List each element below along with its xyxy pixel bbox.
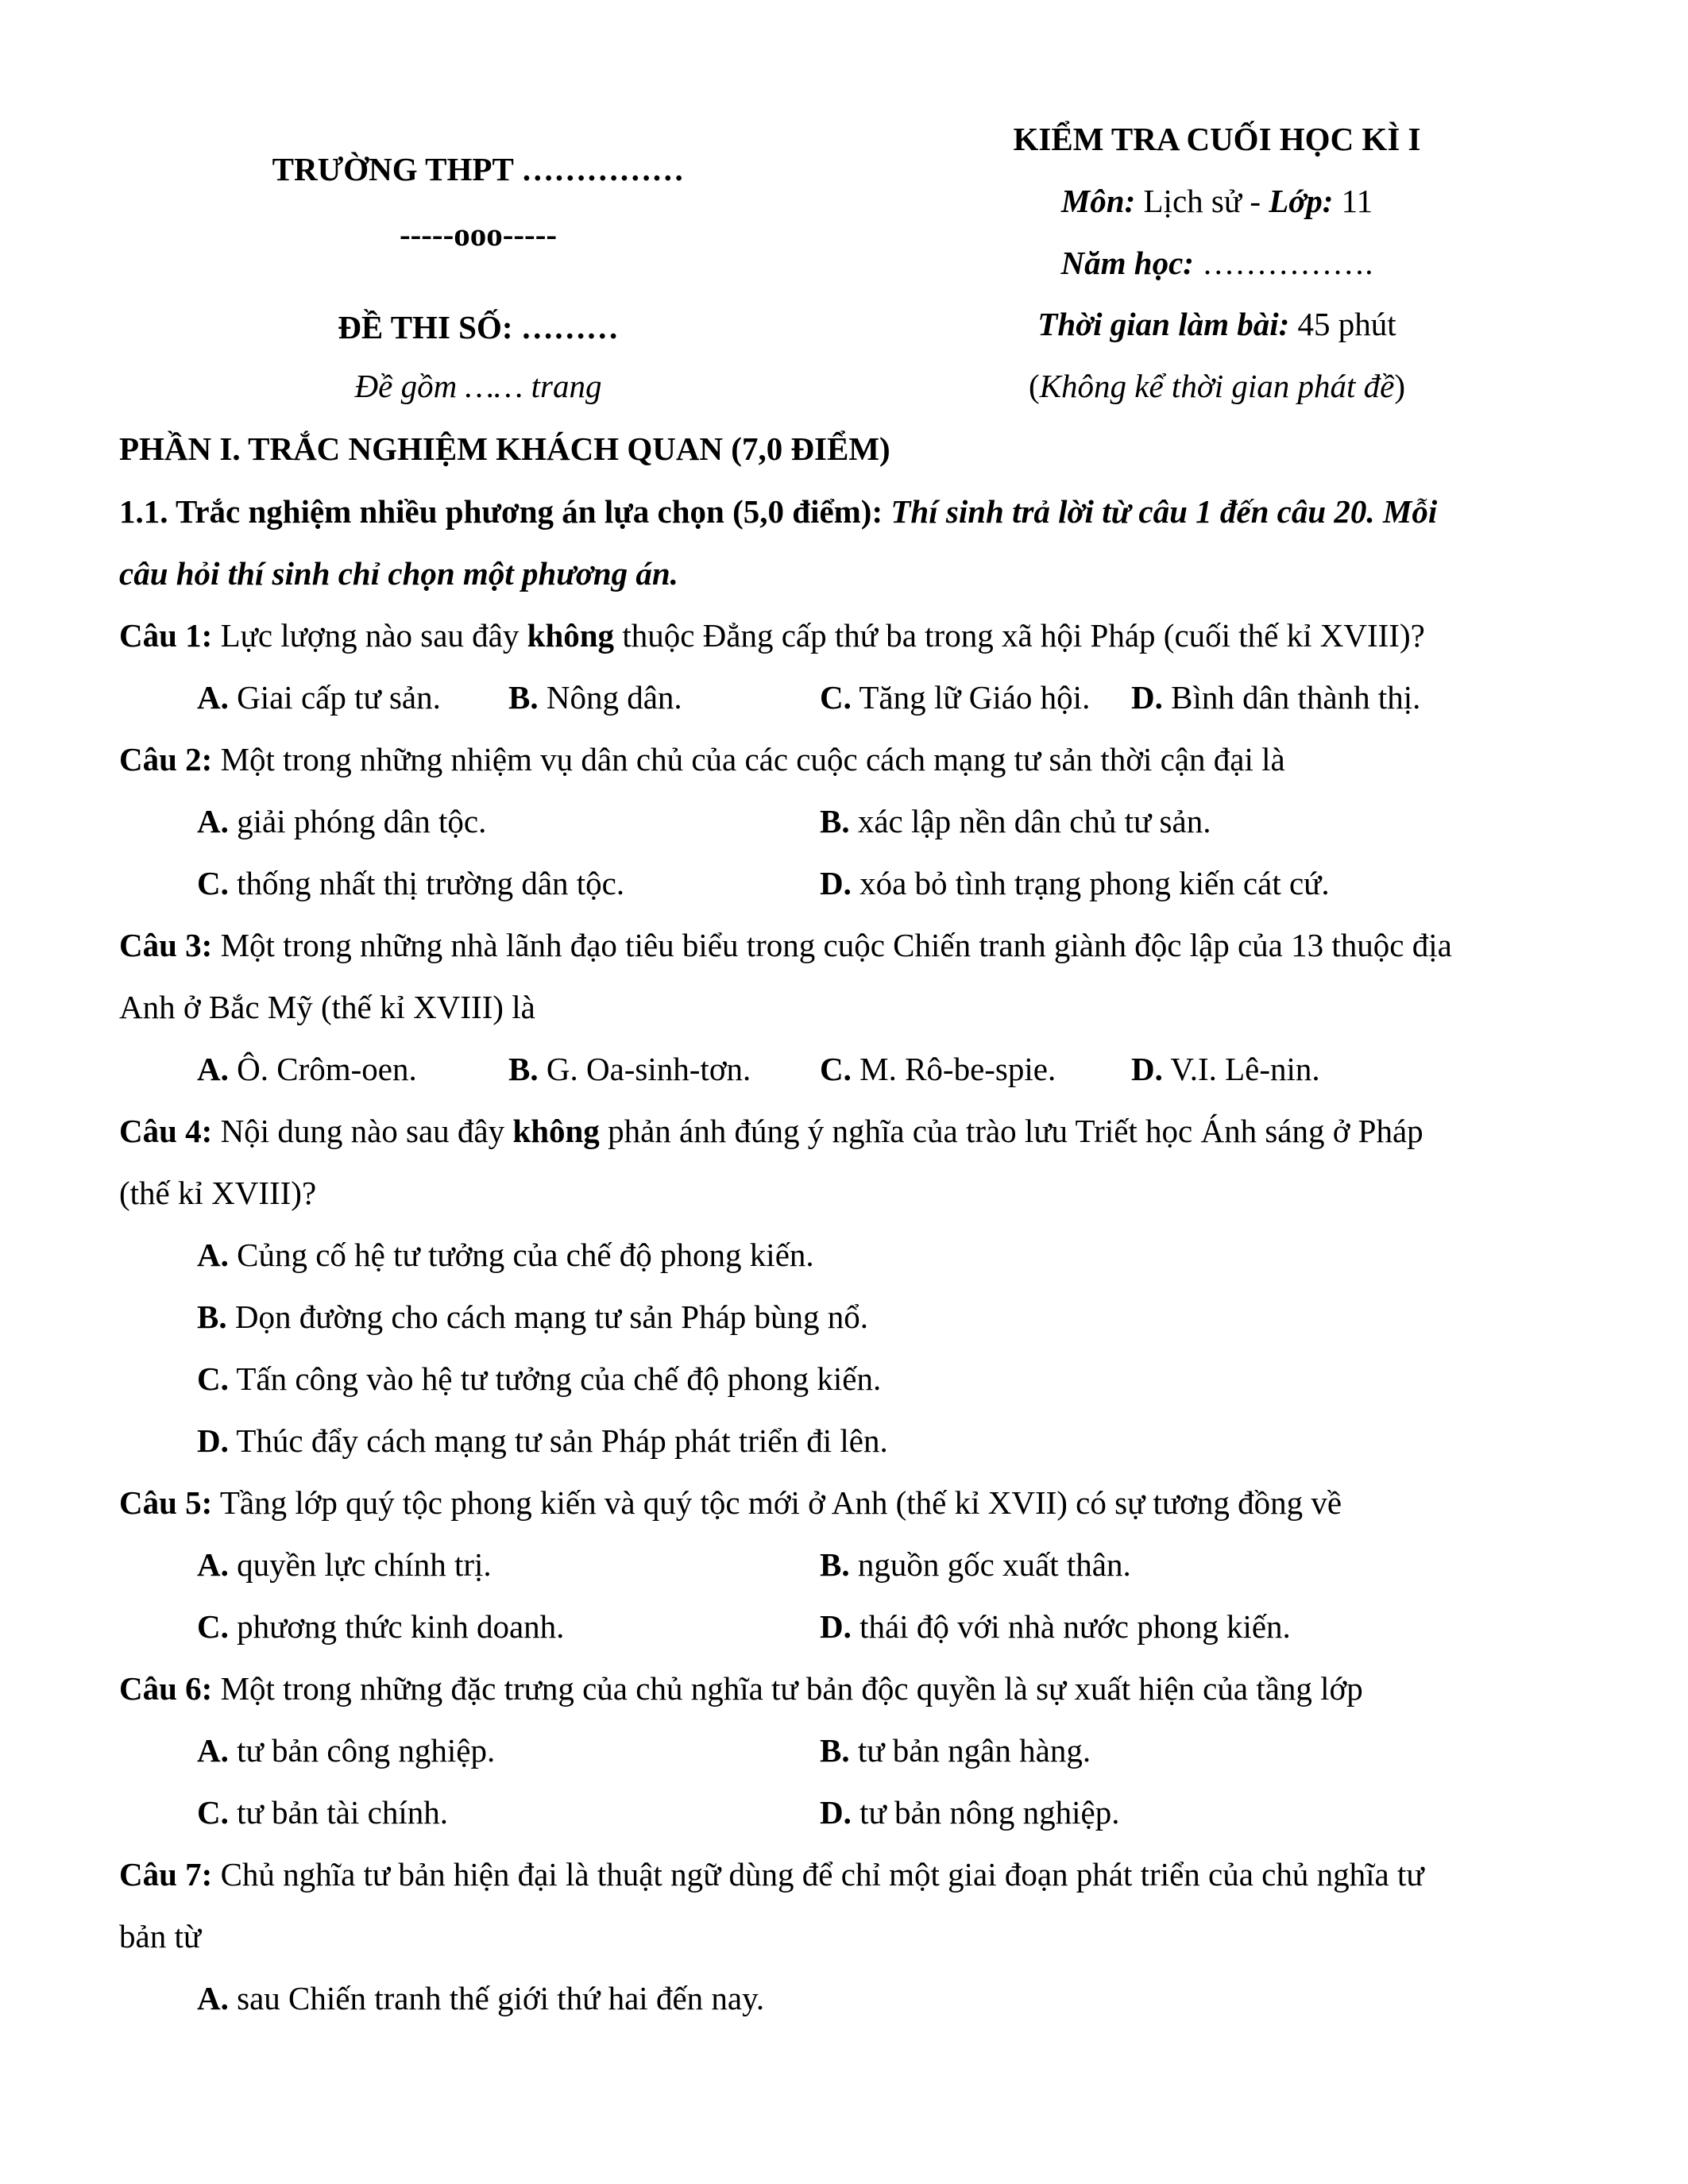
grade-value: 11: [1333, 183, 1373, 219]
q3-option-b[interactable]: B. G. Oa-sinh-tơn.: [508, 1051, 751, 1087]
q4-option-a[interactable]: A. Củng cố hệ tư tưởng của chế độ phong kiến.: [197, 1237, 814, 1273]
q7-option-a[interactable]: A. sau Chiến tranh thế giới thứ hai đến nay.: [197, 1980, 765, 2016]
subject-line: [1061, 185, 1373, 218]
time-note: (Không kể thời gian phát đề): [1029, 368, 1405, 404]
q1-option-a[interactable]: A. Giai cấp tư sản.: [197, 679, 441, 716]
question-5: Câu 5: Tầng lớp quý tộc phong kiến và quý tộc mới ở Anh (thế kỉ XVII) có sự tương đồng về: [119, 1484, 1342, 1521]
q6-option-a[interactable]: A. tư bản công nghiệp.: [197, 1732, 496, 1769]
question-7-cont: bản từ: [119, 1918, 202, 1954]
exam-code: ĐỀ THI SỐ: ………: [338, 309, 619, 345]
school-year-line: [1061, 247, 1373, 280]
section-title: PHẦN I. TRẮC NGHIỆM KHÁCH QUAN (7,0 ĐIỂM): [119, 430, 890, 467]
page-count: Đề gồm …… trang: [354, 368, 602, 404]
year-label: Năm học:: [1060, 245, 1194, 281]
q2-option-c[interactable]: C. thống nhất thị trường dân tộc.: [197, 865, 625, 901]
section-subtitle: 1.1. Trắc nghiệm nhiều phương án lựa chọn (5,0 điểm): Thí sinh trả lời từ câu 1 đến câu 20. Mỗi: [119, 493, 1438, 530]
year-value: …………….: [1193, 245, 1373, 281]
question-2: Câu 2: Một trong những nhiệm vụ dân chủ của các cuộc cách mạng tư sản thời cận đại là: [119, 741, 1285, 778]
question-4: Câu 4: Nội dung nào sau đây không phản ánh đúng ý nghĩa của trào lưu Triết học Ánh sáng ở Pháp: [119, 1113, 1423, 1149]
q3-option-a[interactable]: A. Ô. Crôm-oen.: [197, 1051, 417, 1087]
q5-option-b[interactable]: B. nguồn gốc xuất thân.: [820, 1546, 1131, 1583]
q4-option-d[interactable]: D. Thúc đẩy cách mạng tư sản Pháp phát triển đi lên.: [197, 1422, 888, 1459]
header-divider: -----ooo-----: [399, 216, 558, 253]
exam-title: KIỂM TRA CUỐI HỌC KÌ I: [1013, 121, 1421, 157]
question-4-cont: (thế kỉ XVIII)?: [119, 1175, 317, 1211]
q6-option-d[interactable]: D. tư bản nông nghiệp.: [820, 1794, 1120, 1831]
q4-option-c[interactable]: C. Tấn công vào hệ tư tưởng của chế độ phong kiến.: [197, 1360, 882, 1397]
q3-option-c[interactable]: C. M. Rô-be-spie.: [820, 1051, 1056, 1087]
question-3-cont: Anh ở Bắc Mỹ (thế kỉ XVIII) là: [119, 989, 535, 1025]
q6-option-b[interactable]: B. tư bản ngân hàng.: [820, 1732, 1091, 1769]
q2-option-a[interactable]: A. giải phóng dân tộc.: [197, 803, 487, 839]
q5-option-a[interactable]: A. quyền lực chính trị.: [197, 1546, 492, 1583]
q6-option-c[interactable]: C. tư bản tài chính.: [197, 1794, 448, 1831]
q5-option-c[interactable]: C. phương thức kinh doanh.: [197, 1608, 565, 1645]
q1-option-d[interactable]: D. Bình dân thành thị.: [1131, 679, 1421, 716]
q2-option-d[interactable]: D. xóa bỏ tình trạng phong kiến cát cứ.: [820, 865, 1330, 901]
q3-option-d[interactable]: D. V.I. Lê-nin.: [1131, 1051, 1320, 1087]
grade-label: Lớp:: [1269, 183, 1334, 219]
question-1: Câu 1: Lực lượng nào sau đây không thuộc Đẳng cấp thứ ba trong xã hội Pháp (cuối thế kỉ XVIII)?: [119, 617, 1425, 654]
question-7: Câu 7: Chủ nghĩa tư bản hiện đại là thuật ngữ dùng để chỉ một giai đoạn phát triển của chủ nghĩa tư: [119, 1856, 1424, 1893]
q5-option-d[interactable]: D. thái độ với nhà nước phong kiến.: [820, 1608, 1291, 1645]
question-6: Câu 6: Một trong những đặc trưng của chủ nghĩa tư bản độc quyền là sự xuất hiện của tầng lớp: [119, 1670, 1363, 1707]
q1-option-c[interactable]: C. Tăng lữ Giáo hội.: [820, 679, 1091, 716]
school-name: TRƯỜNG THPT ……………: [272, 151, 685, 187]
time-label: Thời gian làm bài:: [1037, 306, 1290, 342]
q1-option-b[interactable]: B. Nông dân.: [508, 679, 682, 716]
q4-option-b[interactable]: B. Dọn đường cho cách mạng tư sản Pháp bùng nổ.: [197, 1298, 869, 1335]
question-3: Câu 3: Một trong những nhà lãnh đạo tiêu biểu trong cuộc Chiến tranh giành độc lập của 13 thuộc địa: [119, 927, 1452, 963]
duration-line: [1037, 308, 1396, 341]
section-instruction: câu hỏi thí sinh chỉ chọn một phương án.: [119, 555, 678, 592]
subject-value: Lịch sử -: [1135, 183, 1269, 219]
subject-label: Môn:: [1060, 183, 1136, 219]
q2-option-b[interactable]: B. xác lập nền dân chủ tư sản.: [820, 803, 1211, 839]
time-value: 45 phút: [1289, 306, 1396, 342]
